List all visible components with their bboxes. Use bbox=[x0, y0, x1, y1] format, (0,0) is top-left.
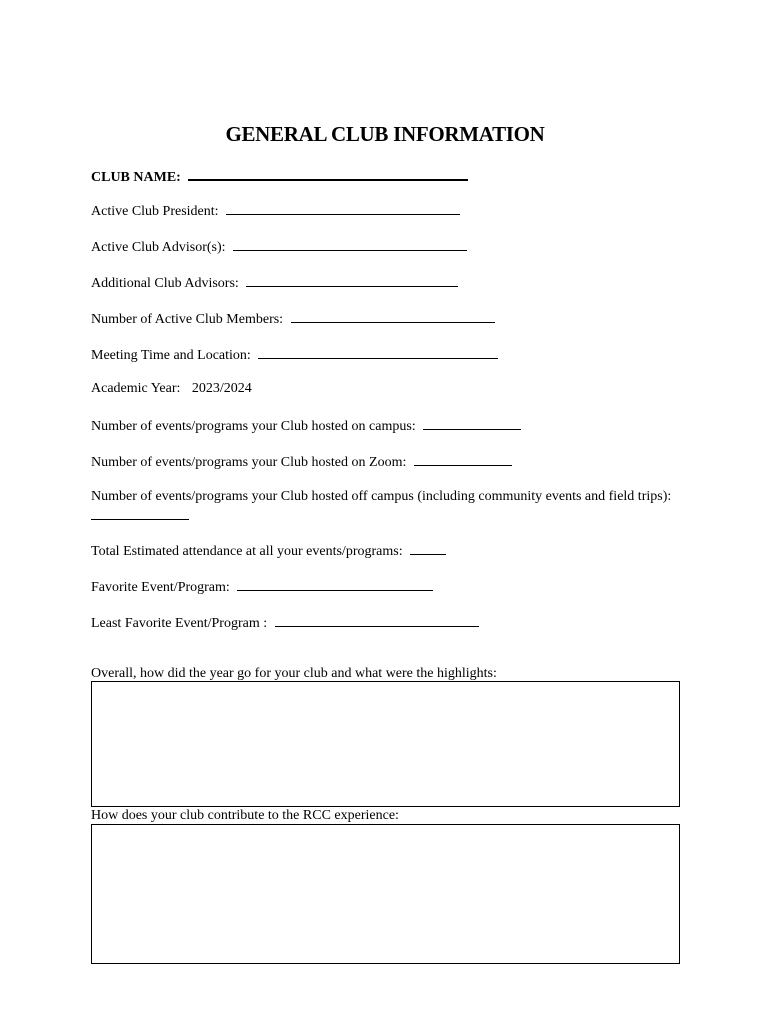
academic-year-label: Academic Year: bbox=[91, 381, 181, 396]
least-favorite-label: Least Favorite Event/Program : bbox=[91, 616, 268, 631]
events-off-campus-row bbox=[91, 488, 691, 526]
events-campus-row bbox=[91, 416, 521, 436]
events-campus-label: Number of events/programs your Club hosted on campus: bbox=[91, 419, 416, 434]
academic-year-row bbox=[91, 380, 252, 398]
additional-advisors-field[interactable] bbox=[246, 273, 458, 287]
advisors-row bbox=[91, 237, 467, 257]
attendance-row bbox=[91, 541, 446, 561]
contribution-question: How does your club contribute to the RCC experience: bbox=[91, 808, 399, 823]
attendance-field[interactable] bbox=[410, 541, 446, 555]
president-field[interactable] bbox=[226, 201, 460, 215]
advisors-field[interactable] bbox=[233, 237, 467, 251]
members-row bbox=[91, 309, 495, 329]
events-off-campus-field[interactable] bbox=[91, 506, 189, 520]
highlights-answer-box[interactable] bbox=[91, 681, 680, 807]
contribution-answer-box[interactable] bbox=[91, 824, 680, 964]
club-name-row bbox=[91, 166, 468, 187]
events-zoom-row bbox=[91, 452, 512, 472]
least-favorite-field[interactable] bbox=[275, 613, 479, 627]
additional-advisors-row bbox=[91, 273, 458, 293]
meeting-label: Meeting Time and Location: bbox=[91, 348, 251, 363]
form-title: GENERAL CLUB INFORMATION bbox=[225, 122, 545, 146]
events-zoom-field[interactable] bbox=[414, 452, 512, 466]
president-label: Active Club President: bbox=[91, 204, 219, 219]
meeting-row bbox=[91, 345, 498, 365]
events-campus-field[interactable] bbox=[423, 416, 521, 430]
least-favorite-row bbox=[91, 613, 479, 633]
club-name-label: CLUB NAME: bbox=[91, 170, 181, 185]
members-label: Number of Active Club Members: bbox=[91, 312, 284, 327]
events-off-campus-label: Number of events/programs your Club hosted off campus (including community events and field trips): bbox=[91, 489, 672, 504]
advisors-label: Active Club Advisor(s): bbox=[91, 240, 226, 255]
favorite-field[interactable] bbox=[237, 577, 433, 591]
additional-advisors-label: Additional Club Advisors: bbox=[91, 276, 239, 291]
academic-year-value: 2023/2024 bbox=[191, 381, 252, 396]
events-zoom-label: Number of events/programs your Club hosted on Zoom: bbox=[91, 455, 407, 470]
attendance-label: Total Estimated attendance at all your events/programs: bbox=[91, 544, 403, 559]
favorite-row bbox=[91, 577, 433, 597]
meeting-field[interactable] bbox=[258, 345, 498, 359]
favorite-label: Favorite Event/Program: bbox=[91, 580, 230, 595]
club-name-field[interactable] bbox=[188, 166, 468, 181]
members-field[interactable] bbox=[291, 309, 495, 323]
president-row bbox=[91, 201, 460, 221]
highlights-question: Overall, how did the year go for your club and what were the highlights: bbox=[91, 666, 497, 681]
